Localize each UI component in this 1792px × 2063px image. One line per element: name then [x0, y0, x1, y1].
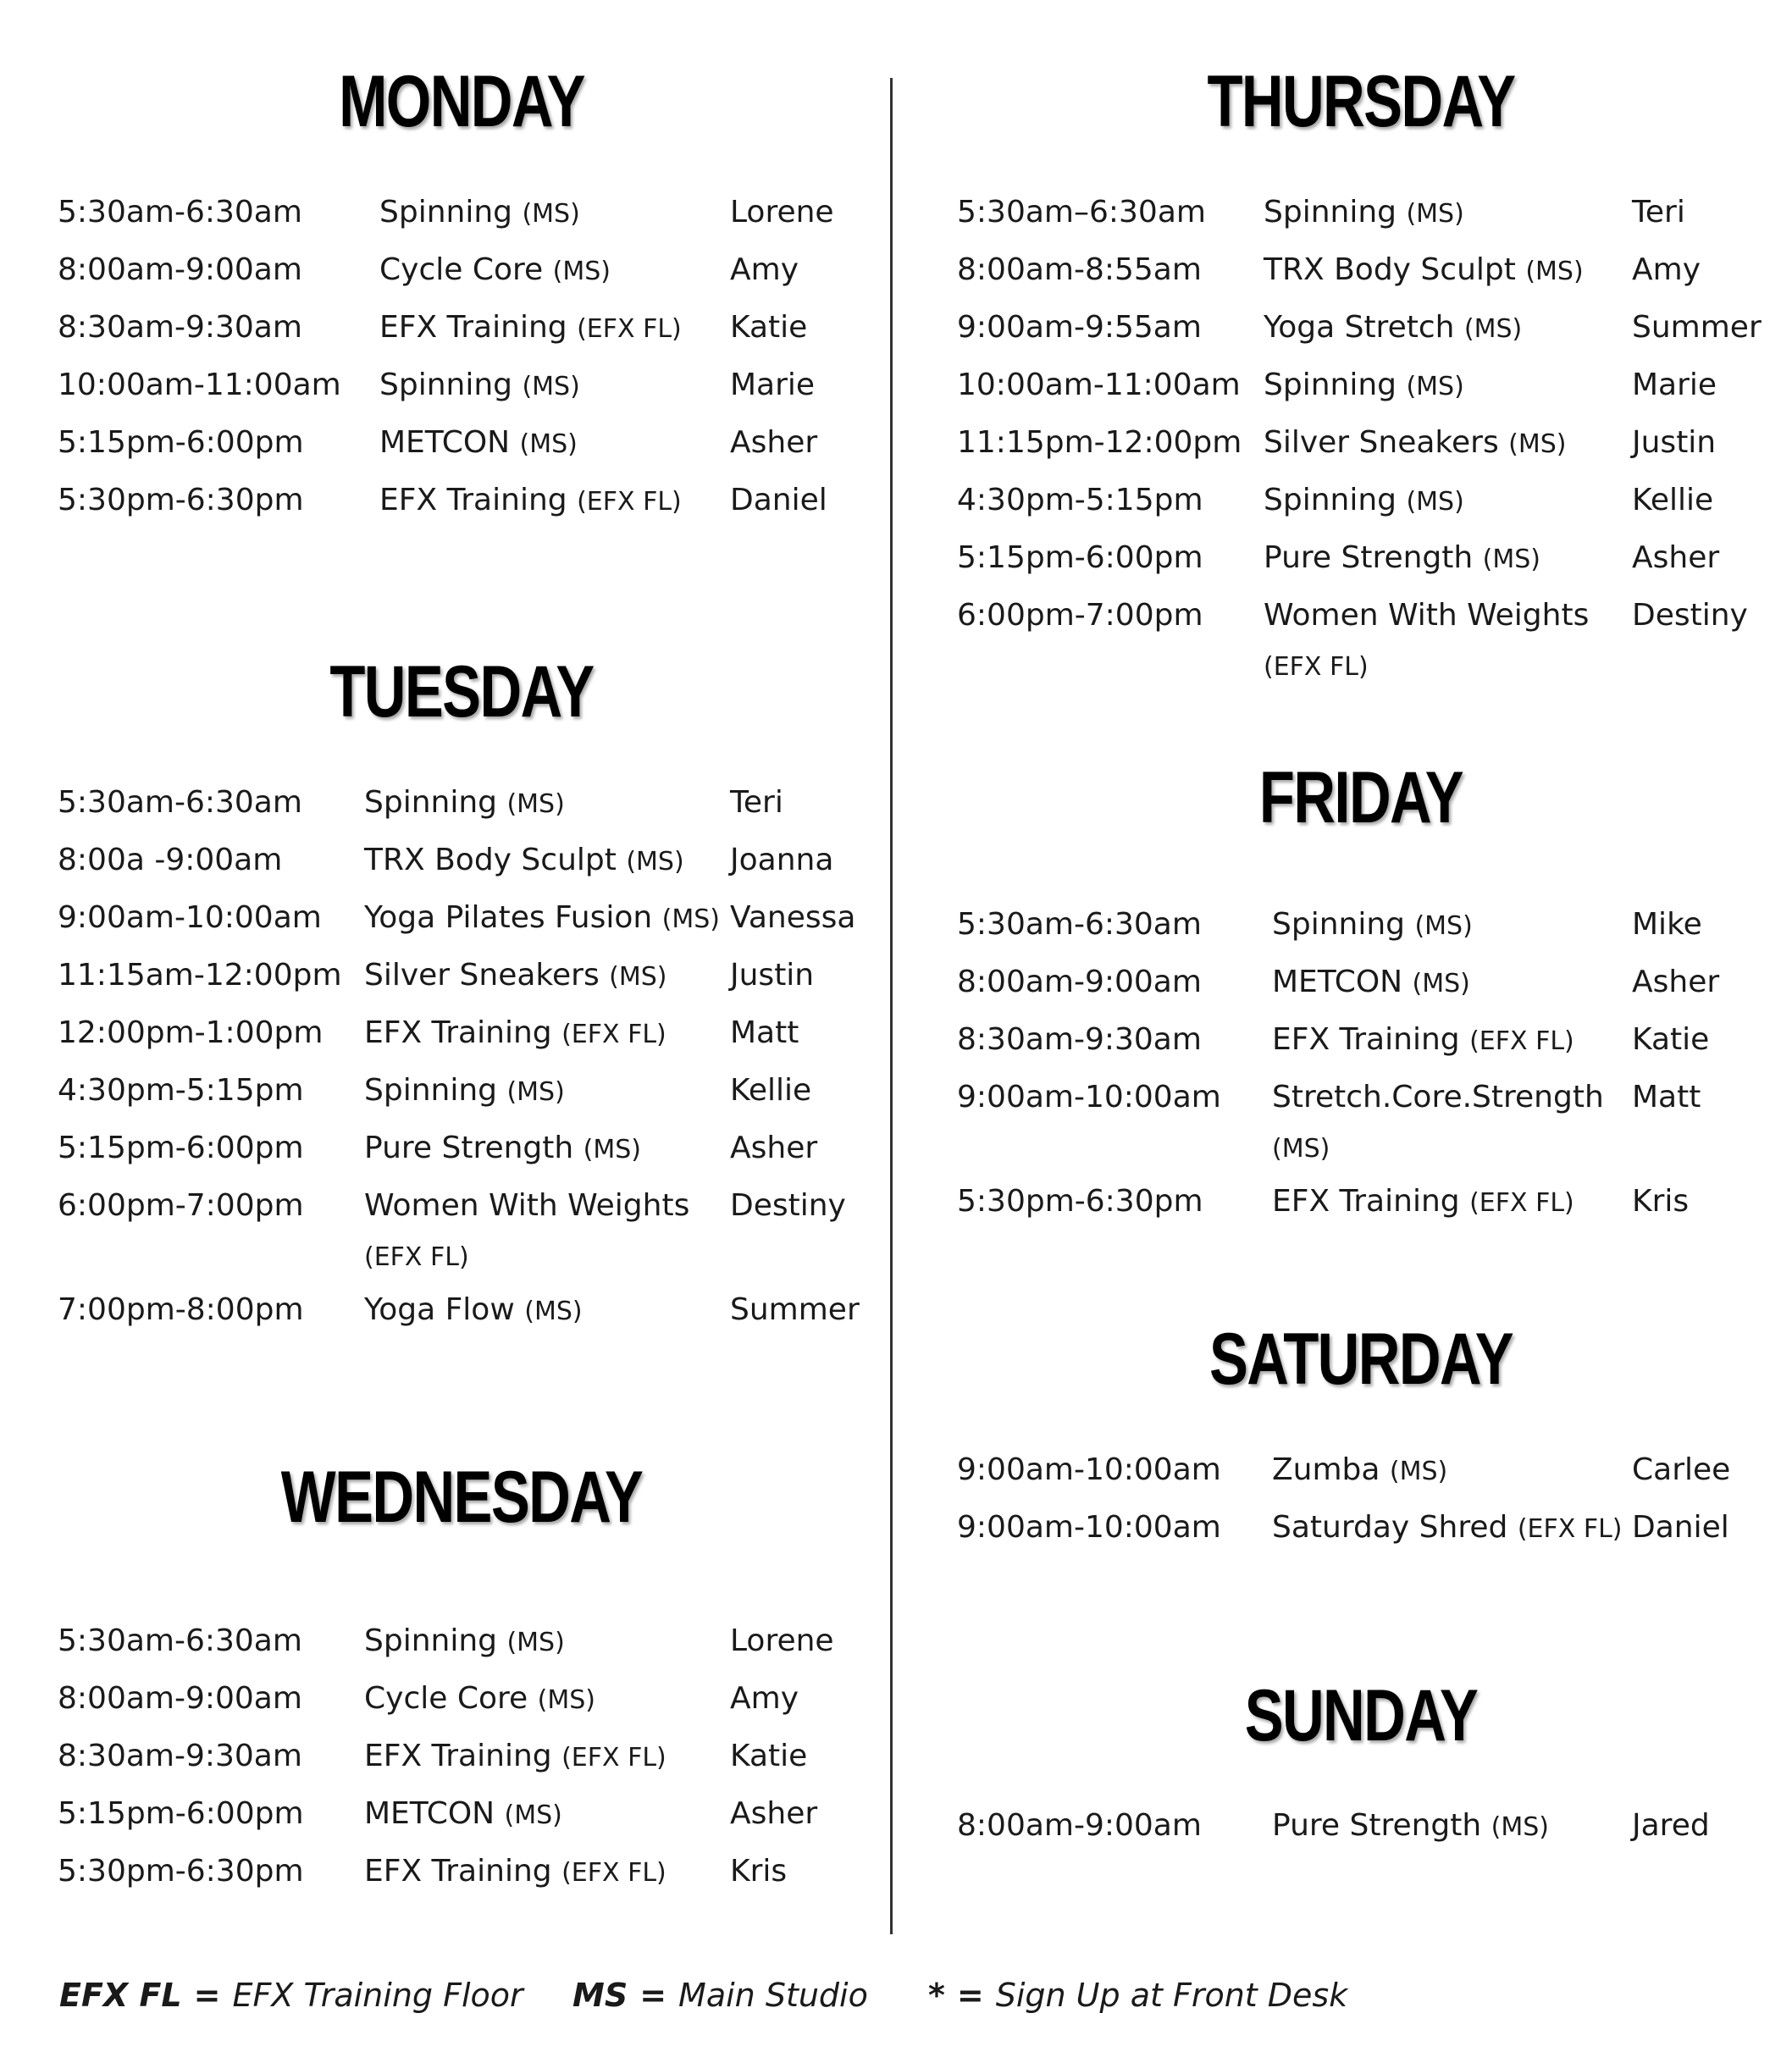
class-name-cell: [1272, 1807, 1549, 1846]
class-time: 5:30am-6:30am: [58, 195, 302, 230]
class-instructor: Justin: [730, 958, 815, 993]
class-time: 8:00a -9:00am: [58, 843, 283, 877]
class-time: 5:30am–6:30am: [957, 195, 1206, 230]
class-name: Spinning: [364, 785, 498, 820]
class-instructor: Summer: [730, 1292, 860, 1327]
class-name-cell: [364, 957, 667, 996]
class-location: (MS): [583, 1135, 642, 1164]
class-name: Silver Sneakers: [364, 958, 600, 993]
class-instructor: Teri: [1632, 195, 1685, 230]
class-location: (MS): [1508, 429, 1567, 459]
class-instructor: Marie: [730, 368, 816, 402]
legend-ms-equals: =: [639, 1977, 667, 2014]
class-time: 5:30am-6:30am: [957, 907, 1202, 942]
class-time: 5:15pm-6:00pm: [957, 540, 1203, 575]
class-name-cell: [1264, 597, 1589, 686]
class-name-cell: [364, 1015, 666, 1054]
class-instructor: Katie: [1632, 1022, 1710, 1057]
class-name-cell: [1272, 906, 1473, 945]
class-time: 5:30pm-6:30pm: [957, 1184, 1203, 1219]
class-location: (MS): [1406, 372, 1464, 401]
class-location: (EFX FL): [561, 1020, 666, 1049]
class-instructor: Carlee: [1632, 1452, 1731, 1487]
class-name-cell: [379, 424, 578, 463]
class-instructor: Amy: [730, 252, 799, 287]
class-time: 7:00pm-8:00pm: [58, 1292, 304, 1327]
class-time: 4:30pm-5:15pm: [957, 483, 1203, 517]
legend-ms: [572, 1977, 868, 2014]
class-name: METCON: [1272, 965, 1403, 999]
class-name: Silver Sneakers: [1264, 425, 1499, 460]
class-name: Cycle Core: [379, 252, 544, 287]
class-location: (MS): [504, 1800, 562, 1830]
class-name: Yoga Stretch: [1264, 310, 1455, 345]
class-name: EFX Training: [379, 310, 567, 345]
class-time: 5:30pm-6:30pm: [58, 483, 304, 517]
class-instructor: Kellie: [730, 1073, 812, 1108]
legend-efx-value: EFX Training Floor: [232, 1977, 523, 2014]
class-location: (MS): [1406, 199, 1464, 229]
class-name: Women With Weights: [1264, 598, 1590, 633]
class-instructor: Destiny: [730, 1188, 846, 1223]
day-title-thursday: THURSDAY: [1207, 61, 1515, 142]
class-name-cell: [364, 1795, 562, 1834]
class-instructor: Matt: [1632, 1080, 1701, 1114]
class-time: 8:00am-9:00am: [58, 252, 302, 287]
class-time: 10:00am-11:00am: [58, 368, 341, 402]
day-title-wednesday: WEDNESDAY: [280, 1457, 643, 1538]
class-location: (EFX FL): [561, 1858, 666, 1888]
legend-signup: [928, 1977, 1347, 2014]
class-location: (MS): [1389, 1457, 1448, 1486]
class-location: (MS): [537, 1685, 595, 1715]
class-location: (MS): [506, 1628, 565, 1657]
class-name: EFX Training: [364, 1854, 552, 1889]
legend-star-key: *: [928, 1977, 945, 2014]
class-name-cell: [364, 1291, 583, 1330]
class-instructor: Daniel: [730, 483, 827, 517]
class-location: (MS): [506, 1077, 565, 1107]
class-instructor: Daniel: [1632, 1510, 1729, 1545]
class-instructor: Asher: [1632, 540, 1720, 575]
class-name: EFX Training: [1272, 1184, 1460, 1219]
class-name: TRX Body Sculpt: [1264, 252, 1516, 287]
class-name: METCON: [364, 1796, 495, 1831]
class-instructor: Vanessa: [730, 900, 856, 935]
class-instructor: Amy: [730, 1681, 799, 1716]
class-name-cell: [364, 784, 565, 823]
class-name-cell: [1272, 1452, 1447, 1491]
class-instructor: Joanna: [730, 843, 834, 877]
class-name-cell: [1272, 1183, 1574, 1222]
class-time: 8:30am-9:30am: [58, 1739, 302, 1773]
class-instructor: Teri: [730, 785, 783, 820]
class-location: (EFX FL): [1517, 1514, 1623, 1544]
class-time: 8:30am-9:30am: [957, 1022, 1202, 1057]
class-name-cell: [1264, 367, 1464, 406]
class-time: 10:00am-11:00am: [957, 368, 1241, 402]
class-location: (MS): [1525, 257, 1584, 286]
class-name: EFX Training: [1272, 1022, 1460, 1057]
class-instructor: Matt: [730, 1015, 799, 1050]
class-location: (MS): [1482, 545, 1541, 574]
class-name-cell: [379, 252, 611, 290]
class-instructor: Summer: [1632, 310, 1762, 345]
day-title-sunday: SUNDAY: [1244, 1675, 1478, 1756]
class-time: 4:30pm-5:15pm: [58, 1073, 304, 1108]
class-name: Spinning: [364, 1073, 498, 1108]
class-instructor: Amy: [1632, 252, 1701, 287]
class-name-cell: [379, 367, 580, 406]
class-name: Pure Strength: [1272, 1808, 1482, 1843]
class-location: (EFX FL): [1264, 652, 1369, 682]
class-name: Spinning: [364, 1623, 498, 1658]
class-location: (EFX FL): [577, 314, 682, 344]
class-location: (MS): [1491, 1812, 1550, 1842]
class-name-cell: [364, 1738, 666, 1777]
class-name-cell: [1272, 964, 1470, 1003]
class-name-cell: [1272, 1021, 1574, 1060]
class-location: (EFX FL): [1469, 1188, 1574, 1218]
class-time: 5:30am-6:30am: [58, 785, 302, 820]
class-name: Pure Strength: [1264, 540, 1474, 575]
class-name-cell: [1272, 1509, 1623, 1548]
class-location: (EFX FL): [364, 1242, 469, 1272]
class-instructor: Asher: [1632, 965, 1720, 999]
class-location: (MS): [1414, 911, 1473, 941]
class-location: (MS): [552, 257, 611, 286]
legend-star-equals: =: [956, 1977, 984, 2014]
class-time: 11:15pm-12:00pm: [957, 425, 1242, 460]
class-instructor: Lorene: [730, 1623, 834, 1658]
day-title-monday: MONDAY: [339, 61, 584, 142]
class-name: Yoga Pilates Fusion: [364, 900, 653, 935]
class-instructor: Katie: [730, 310, 808, 345]
class-instructor: Katie: [730, 1739, 808, 1773]
legend-efx-key: EFX FL: [59, 1977, 182, 2014]
class-name-cell: [1264, 539, 1540, 578]
class-name: Spinning: [1272, 907, 1406, 942]
class-name-cell: [364, 1680, 595, 1719]
day-title-saturday: SATURDAY: [1208, 1319, 1513, 1400]
class-name-cell: [1264, 424, 1567, 463]
class-time: 5:15pm-6:00pm: [58, 425, 304, 460]
class-time: 5:30am-6:30am: [58, 1623, 302, 1658]
class-name: METCON: [379, 425, 511, 460]
class-instructor: Marie: [1632, 368, 1717, 402]
class-location: (EFX FL): [577, 487, 682, 517]
class-location: (MS): [626, 847, 684, 877]
legend-star-value: Sign Up at Front Desk: [995, 1977, 1348, 2014]
class-time: 9:00am-10:00am: [957, 1080, 1221, 1114]
class-location: (MS): [522, 372, 580, 401]
class-name: Cycle Core: [364, 1681, 528, 1716]
legend-efx: [59, 1977, 523, 2014]
class-location: (MS): [1272, 1134, 1330, 1164]
class-name: Stretch.Core.Strength: [1272, 1080, 1604, 1114]
class-time: 5:15pm-6:00pm: [58, 1131, 304, 1165]
class-instructor: Asher: [730, 1796, 818, 1831]
class-instructor: Kellie: [1632, 483, 1714, 517]
class-name: Spinning: [1264, 483, 1397, 517]
class-name: TRX Body Sculpt: [364, 843, 617, 877]
class-time: 5:30pm-6:30pm: [58, 1854, 304, 1889]
class-name-cell: [1264, 252, 1584, 290]
class-instructor: Kris: [1632, 1184, 1690, 1219]
class-name: Spinning: [379, 195, 513, 230]
class-time: 8:00am-8:55am: [957, 252, 1202, 287]
class-time: 9:00am-10:00am: [957, 1510, 1221, 1545]
class-name-cell: [364, 1853, 666, 1892]
class-name-cell: [1264, 194, 1464, 233]
class-instructor: Asher: [730, 1131, 818, 1165]
class-name-cell: [364, 1072, 565, 1111]
class-name-cell: [364, 1623, 565, 1662]
class-name-cell: [379, 482, 682, 521]
class-instructor: Mike: [1632, 907, 1702, 942]
class-time: 8:00am-9:00am: [58, 1681, 302, 1716]
class-time: 9:00am-10:00am: [957, 1452, 1221, 1487]
class-time: 8:00am-9:00am: [957, 965, 1202, 999]
class-name-cell: [379, 194, 580, 233]
class-name: Zumba: [1272, 1452, 1380, 1487]
class-name: EFX Training: [364, 1739, 552, 1773]
class-location: (MS): [661, 904, 720, 934]
legend-ms-value: Main Studio: [678, 1977, 868, 2014]
class-time: 11:15am-12:00pm: [58, 958, 342, 993]
class-name: EFX Training: [379, 483, 567, 517]
class-name: Spinning: [1264, 368, 1397, 402]
class-time: 6:00pm-7:00pm: [957, 598, 1203, 633]
class-time: 5:15pm-6:00pm: [58, 1796, 304, 1831]
class-time: 6:00pm-7:00pm: [58, 1188, 304, 1223]
class-location: (MS): [506, 789, 565, 819]
day-title-friday: FRIDAY: [1258, 757, 1463, 838]
class-instructor: Kris: [730, 1854, 788, 1889]
class-location: (MS): [1463, 314, 1523, 344]
class-name-cell: [364, 842, 684, 881]
class-location: (MS): [609, 962, 667, 992]
class-name-cell: [364, 1130, 641, 1169]
class-instructor: Jared: [1632, 1808, 1710, 1843]
legend-efx-equals: =: [193, 1977, 221, 2014]
class-location: (EFX FL): [1469, 1026, 1574, 1056]
class-name-cell: [1264, 309, 1522, 348]
class-time: 8:00am-9:00am: [957, 1808, 1202, 1843]
class-name: Saturday Shred: [1272, 1510, 1508, 1545]
class-instructor: Lorene: [730, 195, 834, 230]
class-name: Pure Strength: [364, 1131, 574, 1165]
class-time: 12:00pm-1:00pm: [58, 1015, 324, 1050]
class-location: (MS): [519, 429, 578, 459]
class-location: (MS): [1406, 487, 1464, 517]
class-name: Women With Weights: [364, 1188, 690, 1223]
column-divider: [890, 78, 893, 1934]
legend-ms-key: MS: [572, 1977, 628, 2014]
class-name-cell: [379, 309, 682, 348]
class-location: (MS): [1412, 969, 1470, 998]
class-time: 9:00am-10:00am: [58, 900, 322, 935]
class-location: (MS): [522, 199, 580, 229]
class-name-cell: [364, 899, 720, 938]
day-title-tuesday: TUESDAY: [329, 651, 594, 733]
class-time: 8:30am-9:30am: [58, 310, 302, 345]
class-time: 9:00am-9:55am: [957, 310, 1202, 345]
class-instructor: Justin: [1632, 425, 1717, 460]
class-location: (EFX FL): [561, 1743, 666, 1773]
class-location: (MS): [524, 1297, 583, 1326]
class-name: EFX Training: [364, 1015, 552, 1050]
class-name: Spinning: [379, 368, 513, 402]
class-instructor: Asher: [730, 425, 818, 460]
class-instructor: Destiny: [1632, 598, 1748, 633]
class-name-cell: [1272, 1079, 1604, 1168]
class-name-cell: [364, 1187, 689, 1276]
class-name: Spinning: [1264, 195, 1397, 230]
class-name-cell: [1264, 482, 1464, 521]
class-name: Yoga Flow: [364, 1292, 515, 1327]
